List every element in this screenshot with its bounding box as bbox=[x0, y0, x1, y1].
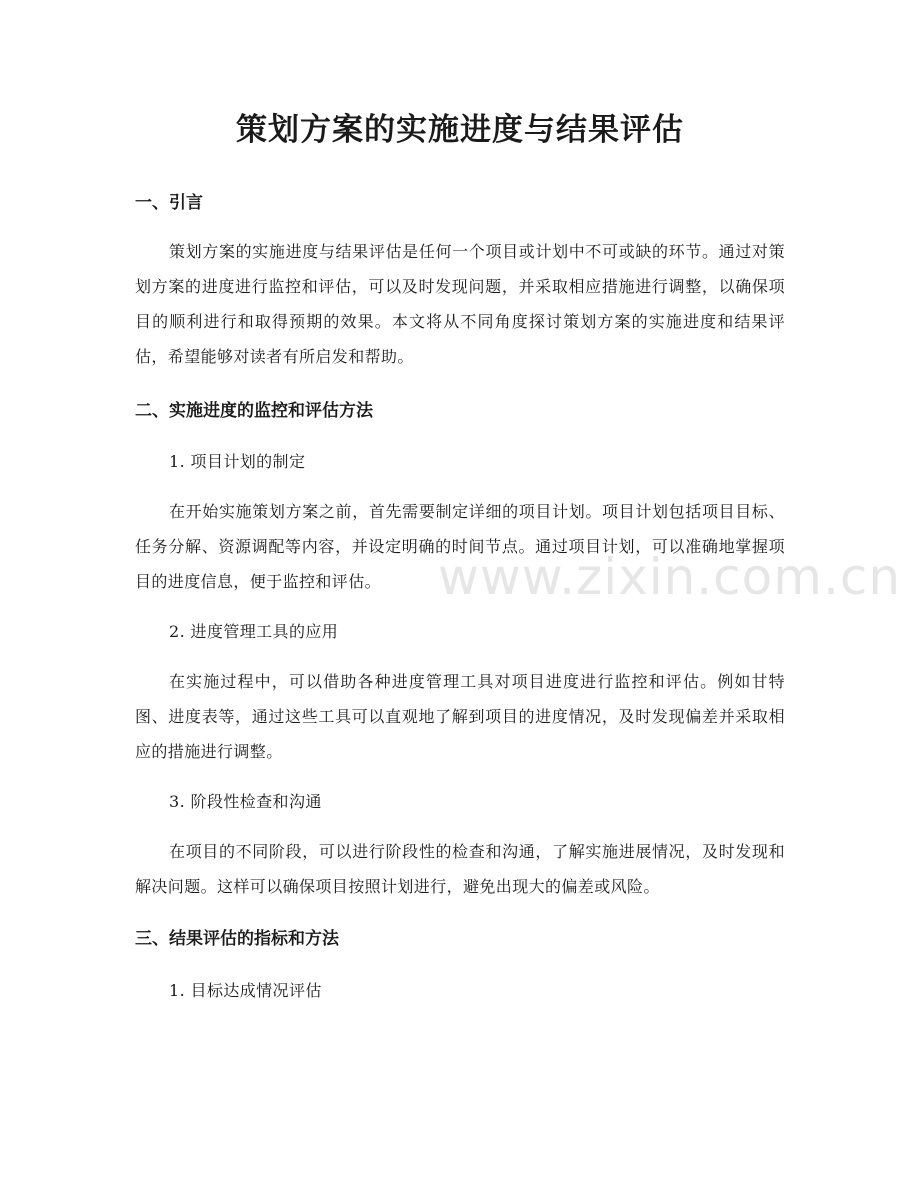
subheading-goal-achievement: 1. 目标达成情况评估 bbox=[169, 981, 322, 1000]
document-title: 策划方案的实施进度与结果评估 bbox=[236, 112, 684, 148]
watermark: www.zixin.com.cn bbox=[438, 548, 902, 606]
paragraph-project-plan: 在开始实施策划方案之前，首先需要制定详细的项目计划。项目计划包括项目目标、任务分解、资源调配等内容，并设定明确的时间节点。通过项目计划，可以准确地掌握项目的进度信息，便于监控和评估。 bbox=[135, 502, 785, 591]
subheading-progress-tools: 2. 进度管理工具的应用 bbox=[169, 622, 339, 641]
paragraph-stage-check: 在项目的不同阶段，可以进行阶段性的检查和沟通，了解实施进展情况，及时发现和解决问题。这样可以确保项目按照计划进行，避免出现大的偏差或风险。 bbox=[135, 842, 785, 896]
subheading-project-plan: 1. 项目计划的制定 bbox=[169, 452, 306, 471]
paragraph-intro: 策划方案的实施进度与结果评估是任何一个项目或计划中不可或缺的环节。通过对策划方案的进度进行监控和评估，可以及时发现问题，并采取相应措施进行调整，以确保项目的顺利进行和取得预期的效果。本文将从不同角度探讨策划方案的实施进度和结果评估，希望能够对读者有所启发和帮助。 bbox=[135, 242, 785, 366]
section-heading-monitoring: 二、实施进度的监控和评估方法 bbox=[135, 401, 373, 421]
paragraph-progress-tools: 在实施过程中，可以借助各种进度管理工具对项目进度进行监控和评估。例如甘特图、进度表等，通过这些工具可以直观地了解到项目的进度情况，及时发现偏差并采取相应的措施进行调整。 bbox=[135, 672, 785, 761]
section-heading-intro: 一、引言 bbox=[135, 193, 203, 213]
subheading-stage-check: 3. 阶段性检查和沟通 bbox=[169, 792, 322, 811]
section-heading-results: 三、结果评估的指标和方法 bbox=[135, 929, 339, 949]
